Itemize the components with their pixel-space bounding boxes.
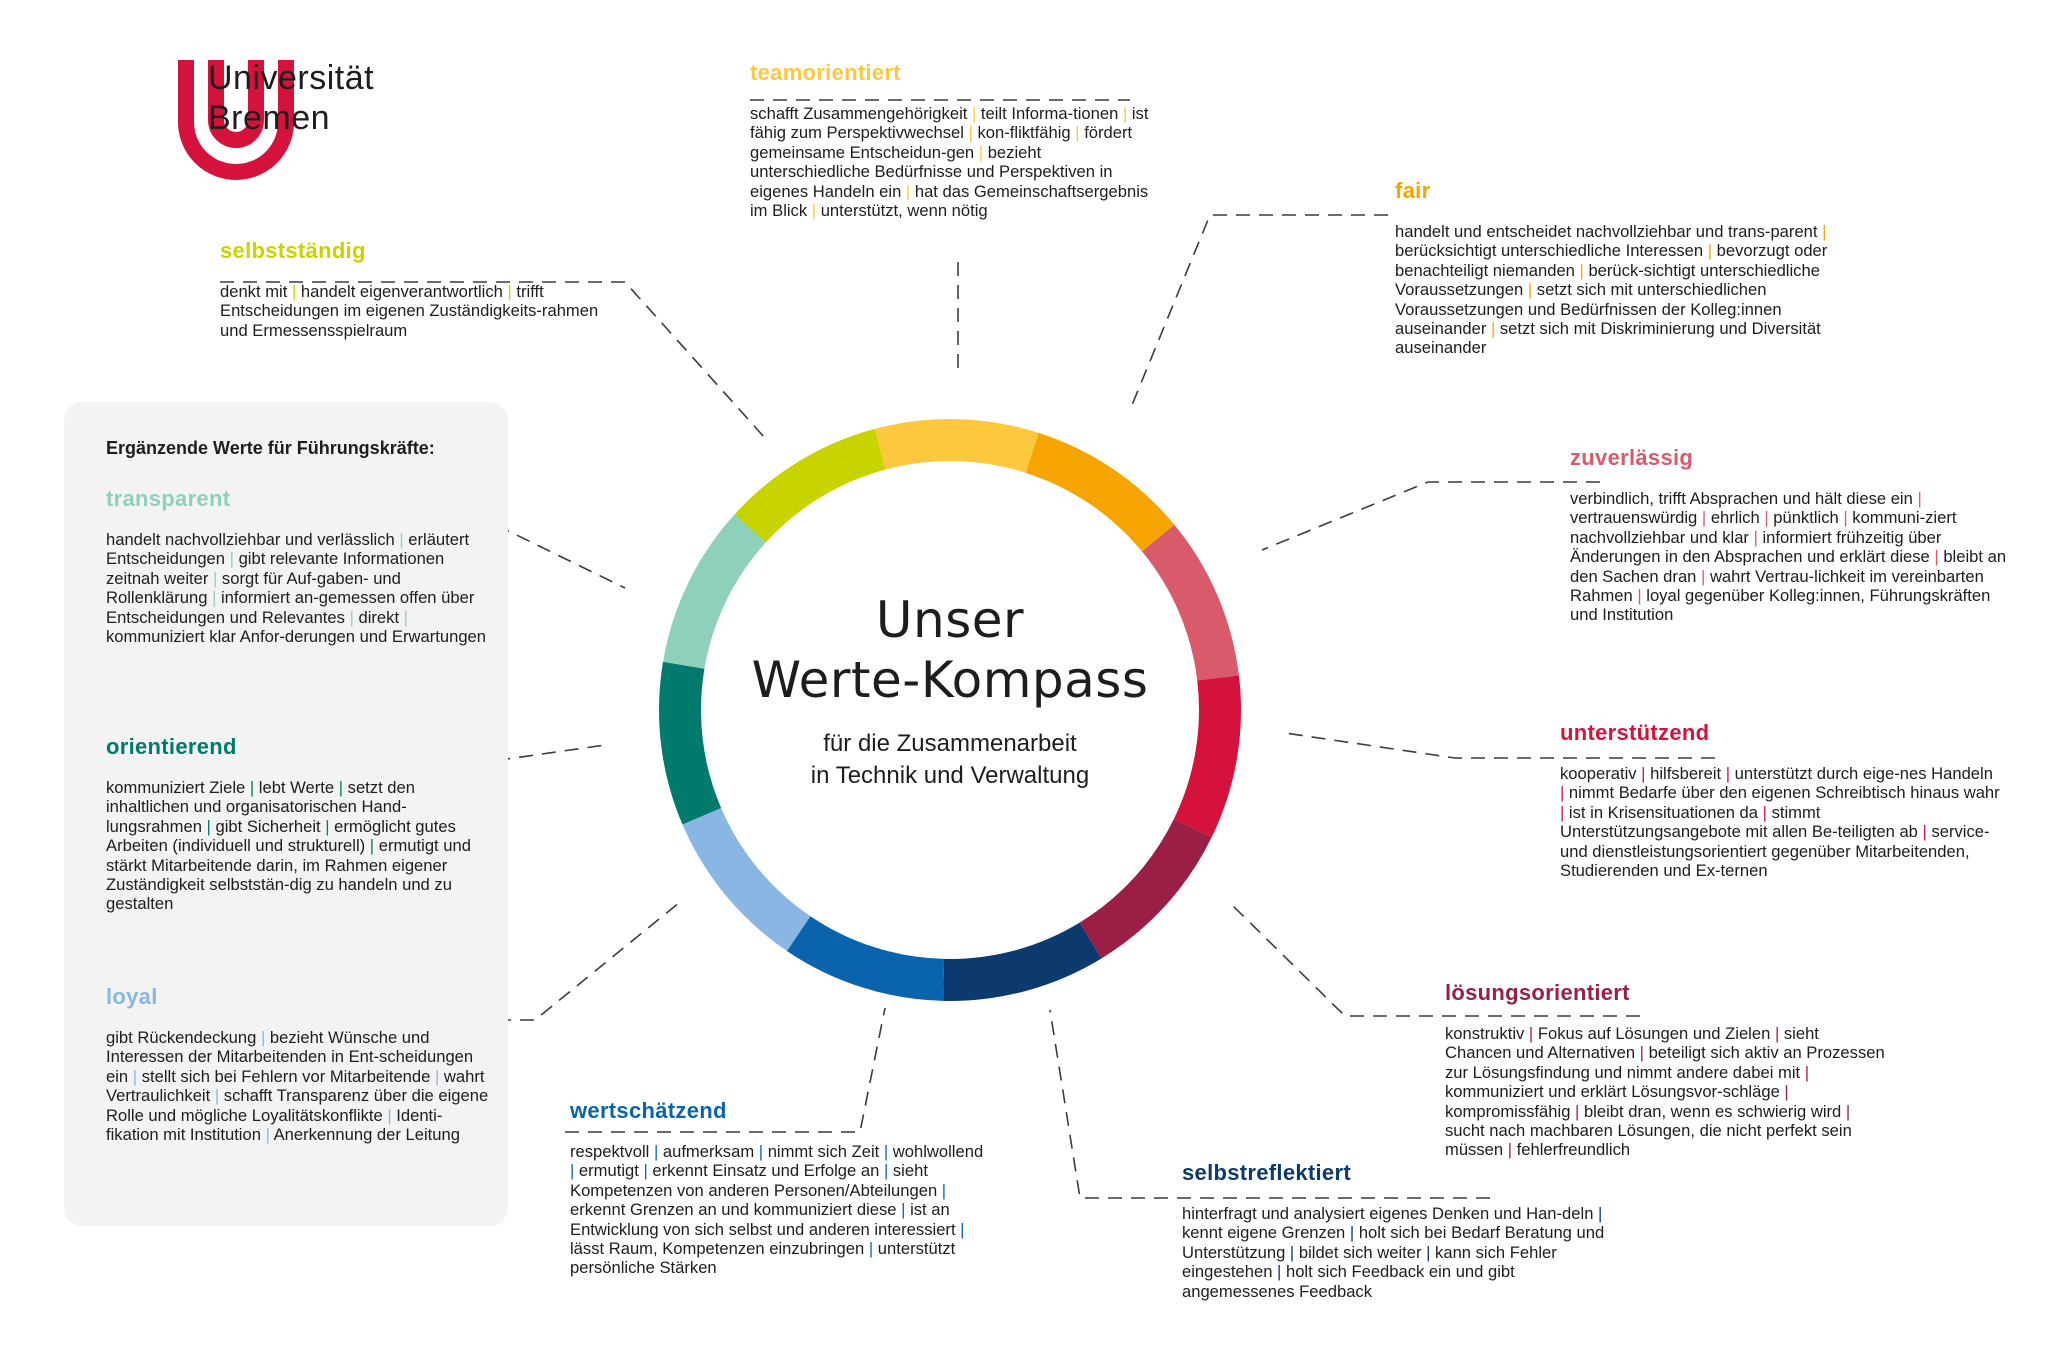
- separator: |: [1697, 508, 1711, 528]
- value-zuverlaessig: [1570, 445, 2010, 625]
- value-item: erläutert Entscheidungen: [106, 530, 470, 569]
- separator: |: [1635, 1043, 1649, 1063]
- separator: |: [382, 1105, 397, 1125]
- separator: |: [1560, 802, 1569, 822]
- value-item: informiert frühzeitig über Änderungen in den Absprachen und erklärt diese: [1570, 527, 1942, 567]
- value-item: gibt Rückendeckung: [106, 1028, 257, 1047]
- value-title: unterstützend: [1560, 720, 1710, 745]
- separator: |: [1800, 1062, 1810, 1082]
- value-loyal: [106, 984, 491, 1144]
- value-selbststaendig: [220, 238, 620, 340]
- value-title: wertschätzend: [570, 1098, 727, 1123]
- compass-center: [660, 590, 1240, 792]
- compass-subtitle-line1: für die Zusammenarbeit: [823, 730, 1077, 757]
- value-item: Anerkennung der Leitung: [273, 1125, 460, 1145]
- value-fair: [1395, 178, 1855, 358]
- separator: |: [1696, 566, 1710, 586]
- separator: |: [638, 1161, 653, 1181]
- separator: |: [879, 1142, 893, 1161]
- value-item: schafft Transparenz über die eigene Rolle und mögliche Loyalitätskonflikte: [106, 1086, 489, 1125]
- value-item: teilt Informa-tionen: [980, 104, 1119, 123]
- separator: |: [1912, 489, 1922, 508]
- value-orientierend: [106, 734, 491, 914]
- separator: |: [1523, 280, 1537, 300]
- compass-title-line2: Werte-Kompass: [751, 651, 1149, 709]
- separator: |: [1421, 1242, 1436, 1262]
- value-item: handelt nachvollziehbar und verlässlich: [106, 530, 395, 549]
- value-item: direkt: [358, 607, 400, 627]
- value-item: unterstützt durch eige-nes Handeln: [1734, 764, 1993, 783]
- value-item: hinterfragt und analysiert eigenes Denken und Han-deln: [1182, 1204, 1594, 1223]
- value-item: sieht Kompetenzen von anderen Personen/Abteilungen: [570, 1161, 938, 1200]
- value-item: handelt und entscheidet nachvollziehbar und trans-parent: [1395, 222, 1818, 241]
- value-item: lebt Werte: [258, 778, 335, 797]
- value-description: [106, 530, 491, 646]
- value-transparent: [106, 486, 491, 646]
- value-item: setzt sich mit Diskriminierung und Diversität auseinander: [1395, 319, 1821, 358]
- value-item: setzt den inhaltlichen und organisatorischen Hand-lungsrahmen: [106, 778, 415, 836]
- value-item: gibt relevante Informationen zeitnah weiter: [106, 549, 445, 588]
- separator: |: [210, 1086, 224, 1106]
- separator: |: [1770, 1024, 1784, 1043]
- value-item: bildet sich weiter: [1298, 1242, 1422, 1262]
- value-item: ist in Krisensituationen da: [1568, 802, 1759, 822]
- value-item: hat das Gemeinschaftsergebnis im Blick: [750, 181, 1149, 221]
- value-item: ermöglicht gutes Arbeiten (individuell und strukturell): [106, 816, 456, 856]
- compass-subtitle-line2: in Technik und Verwaltung: [810, 762, 1090, 789]
- value-description: [750, 104, 1150, 220]
- value-description: [570, 1142, 990, 1278]
- value-description: [1395, 222, 1855, 358]
- value-item: ist an Entwicklung von sich selbst und anderen interessiert: [570, 1200, 956, 1239]
- leader-panel-title: Ergänzende Werte für Führungskräfte:: [106, 438, 435, 458]
- value-item: sieht Chancen und Alternativen: [1445, 1024, 1819, 1063]
- value-item: verbindlich, trifft Absprachen und hält diese ein: [1570, 489, 1913, 508]
- separator: |: [1524, 1024, 1538, 1043]
- value-title: selbstreflektiert: [1182, 1160, 1351, 1185]
- value-item: stellt sich bei Fehlern vor Mitarbeitende: [141, 1066, 431, 1086]
- separator: |: [1817, 222, 1827, 241]
- separator: |: [1721, 764, 1735, 783]
- value-item: bleibt an den Sachen dran: [1570, 547, 2007, 586]
- separator: |: [1574, 260, 1589, 280]
- separator: |: [399, 607, 408, 627]
- value-item: ehrlich: [1710, 508, 1760, 528]
- value-item: beteiligt sich aktiv an Prozessen zur Lösungsfindung und nimmt andere dabei mit: [1445, 1043, 1885, 1082]
- value-item: sucht nach machbaren Lösungen, die nicht perfekt sein müssen: [1445, 1121, 1852, 1160]
- separator: |: [1503, 1140, 1517, 1160]
- compass-subtitle: [660, 728, 1240, 792]
- separator: |: [430, 1066, 444, 1086]
- value-item: fehlerfreundlich: [1516, 1140, 1631, 1160]
- value-loesungsorientiert: [1445, 980, 1885, 1160]
- separator: |: [1779, 1082, 1789, 1102]
- value-item: konstruktiv: [1445, 1024, 1525, 1043]
- value-item: gibt Sicherheit: [215, 816, 321, 836]
- value-item: sorgt für Auf-gaben- und Rollenklärung: [106, 568, 401, 608]
- value-item: berück-sichtigt unterschiedliche Voraussetzungen: [1395, 260, 1820, 300]
- value-item: kennt eigene Grenzen: [1182, 1223, 1346, 1243]
- separator: |: [245, 778, 259, 797]
- value-title: orientierend: [106, 734, 237, 759]
- wordmark-line2: Bremen: [208, 99, 331, 137]
- separator: |: [334, 778, 348, 797]
- value-title: selbstständig: [220, 238, 366, 263]
- value-item: kompromissfähig: [1445, 1101, 1571, 1121]
- separator: |: [1632, 586, 1647, 606]
- value-title: zuverlässig: [1570, 445, 1694, 470]
- separator: |: [896, 1200, 911, 1220]
- value-item: aufmerksam: [662, 1142, 755, 1161]
- value-wertschaetzend: [570, 1098, 990, 1278]
- value-item: hilfsbereit: [1650, 764, 1722, 783]
- value-item: wohlwollend: [892, 1142, 984, 1161]
- value-teamorientiert: [750, 60, 1150, 220]
- separator: |: [502, 282, 517, 301]
- value-description: [1560, 764, 2000, 880]
- value-item: holt sich Feedback ein und gibt angemessenes Feedback: [1182, 1262, 1515, 1301]
- separator: |: [1272, 1262, 1286, 1282]
- separator: |: [1285, 1242, 1299, 1262]
- value-description: [1570, 489, 2010, 625]
- separator: |: [1560, 783, 1569, 803]
- separator: |: [1841, 1101, 1851, 1121]
- separator: |: [807, 201, 821, 221]
- value-item: kommuniziert und erklärt Lösungsvor-schläge: [1445, 1082, 1780, 1102]
- value-description: [1182, 1204, 1622, 1301]
- value-item: handelt eigenverantwortlich: [300, 282, 503, 301]
- value-item: wahrt Vertrau-lichkeit im vereinbarten Rahmen: [1570, 566, 1984, 606]
- value-title: lösungsorientiert: [1445, 980, 1630, 1005]
- value-item: service- und dienstleistungsorientiert gegenüber Mitarbeitenden, Studierenden und Ex-ternen: [1560, 822, 1990, 881]
- value-item: kann sich Fehler eingestehen: [1182, 1242, 1557, 1282]
- value-item: trifft Entscheidungen im eigenen Zuständigkeits-rahmen und Ermessensspielraum: [220, 282, 599, 340]
- separator: |: [256, 1028, 270, 1047]
- value-item: vertrauenswürdig: [1570, 508, 1698, 528]
- value-item: lässt Raum, Kompetenzen einzubringen: [570, 1239, 865, 1259]
- separator: |: [394, 530, 409, 549]
- value-item: bezieht Wünsche und Interessen der Mitarbeitenden in Ent-scheidungen ein: [106, 1028, 474, 1086]
- separator: |: [1703, 241, 1717, 261]
- value-item: respektvoll: [570, 1142, 650, 1161]
- separator: |: [955, 1219, 965, 1239]
- value-item: nimmt Bedarfe über den eigenen Schreibtisch hinaus wahr: [1568, 783, 2000, 803]
- value-item: wahrt Vertraulichkeit: [106, 1066, 485, 1106]
- compass-title: [660, 590, 1240, 710]
- value-item: kooperativ: [1560, 764, 1637, 783]
- separator: |: [225, 549, 239, 569]
- separator: |: [344, 607, 359, 627]
- value-item: erkennt Einsatz und Erfolge an: [652, 1161, 880, 1181]
- separator: |: [754, 1142, 768, 1161]
- separator: |: [128, 1066, 142, 1086]
- value-item: Identi-fikation mit Institution: [106, 1105, 443, 1145]
- value-unterstuetzend: [1560, 720, 2000, 880]
- separator: |: [1345, 1223, 1359, 1243]
- value-item: ermutigt: [578, 1161, 639, 1181]
- value-item: holt sich bei Bedarf Beratung und Unterstützung: [1182, 1223, 1605, 1262]
- value-item: stimmt Unterstützungsangebote mit allen Be-teiligten ab: [1560, 802, 1918, 842]
- value-item: fördert gemeinsame Entscheidun-gen: [750, 123, 1133, 162]
- separator: |: [963, 123, 978, 143]
- separator: |: [207, 588, 221, 608]
- value-title: fair: [1395, 178, 1431, 203]
- value-item: nimmt sich Zeit: [767, 1142, 880, 1161]
- value-selbstreflektiert: [1182, 1160, 1622, 1301]
- separator: |: [864, 1239, 878, 1259]
- value-item: kommuniziert klar Anfor-derungen und Erwartungen: [106, 627, 487, 647]
- separator: |: [1929, 547, 1944, 567]
- separator: |: [1748, 527, 1763, 547]
- separator: |: [1636, 764, 1651, 783]
- separator: |: [1070, 123, 1085, 143]
- value-item: unterstützt, wenn nötig: [820, 201, 988, 221]
- value-item: unterstützt persönliche Stärken: [570, 1239, 956, 1278]
- separator: |: [365, 836, 379, 856]
- separator: |: [320, 816, 335, 836]
- value-item: bevorzugt oder benachteiligt niemanden: [1395, 241, 1828, 280]
- value-item: bleibt dran, wenn es schwierig wird: [1583, 1101, 1842, 1121]
- value-item: kon-fliktfähig: [977, 123, 1071, 143]
- value-description: [106, 778, 491, 914]
- value-item: erkennt Grenzen an und kommuniziert diese: [570, 1200, 897, 1220]
- value-description: [1445, 1024, 1885, 1160]
- value-item: setzt sich mit unterschiedlichen Voraussetzungen und Bedürfnissen der Kolleg:innen auseinander: [1395, 280, 1782, 339]
- separator: |: [208, 568, 222, 588]
- separator: |: [1838, 508, 1853, 528]
- value-item: schafft Zusammengehörigkeit: [750, 104, 968, 123]
- separator: |: [967, 104, 981, 123]
- value-item: kommuni-ziert nachvollziehbar und klar: [1570, 508, 1957, 547]
- separator: |: [570, 1161, 579, 1181]
- value-item: loyal gegenüber Kolleg:innen, Führungskräften und Institution: [1570, 586, 1991, 625]
- value-description: [220, 282, 620, 340]
- value-title: transparent: [106, 486, 231, 511]
- separator: |: [901, 181, 915, 201]
- separator: |: [1593, 1204, 1603, 1223]
- value-item: ist fähig zum Perspektivwechsel: [750, 104, 1149, 143]
- wordmark-line1: Universität: [208, 59, 375, 97]
- value-item: ermutigt und stärkt Mitarbeitende darin, im Rahmen eigener Zuständigkeit selbststän-dig zu handeln und zu gestalten: [106, 836, 471, 914]
- separator: |: [1118, 104, 1132, 123]
- value-item: informiert an-gemessen offen über Entscheidungen und Relevantes: [106, 588, 475, 627]
- separator: |: [201, 816, 216, 836]
- separator: |: [1917, 822, 1932, 842]
- separator: |: [1486, 319, 1500, 339]
- value-title: loyal: [106, 984, 158, 1009]
- separator: |: [260, 1125, 274, 1145]
- value-item: kommuniziert Ziele: [106, 778, 246, 797]
- separator: |: [1759, 508, 1774, 528]
- separator: |: [649, 1142, 663, 1161]
- separator: |: [287, 282, 301, 301]
- value-item: berücksichtigt unterschiedliche Interessen: [1395, 241, 1704, 261]
- university-wordmark: [208, 58, 374, 138]
- separator: |: [1758, 802, 1772, 822]
- value-item: Fokus auf Lösungen und Zielen: [1537, 1024, 1771, 1043]
- separator: |: [974, 142, 988, 162]
- value-item: bezieht unterschiedliche Bedürfnisse und Perspektiven in eigenes Handeln ein: [750, 142, 1113, 201]
- separator: |: [1570, 1101, 1584, 1121]
- separator: |: [937, 1180, 947, 1200]
- value-title: teamorientiert: [750, 60, 901, 85]
- value-item: pünktlich: [1773, 508, 1839, 528]
- compass-title-line1: Unser: [875, 591, 1025, 649]
- value-description: [106, 1028, 491, 1144]
- ring-segment-teamorientiert: [880, 440, 1032, 453]
- value-item: denkt mit: [220, 282, 288, 301]
- separator: |: [879, 1161, 893, 1181]
